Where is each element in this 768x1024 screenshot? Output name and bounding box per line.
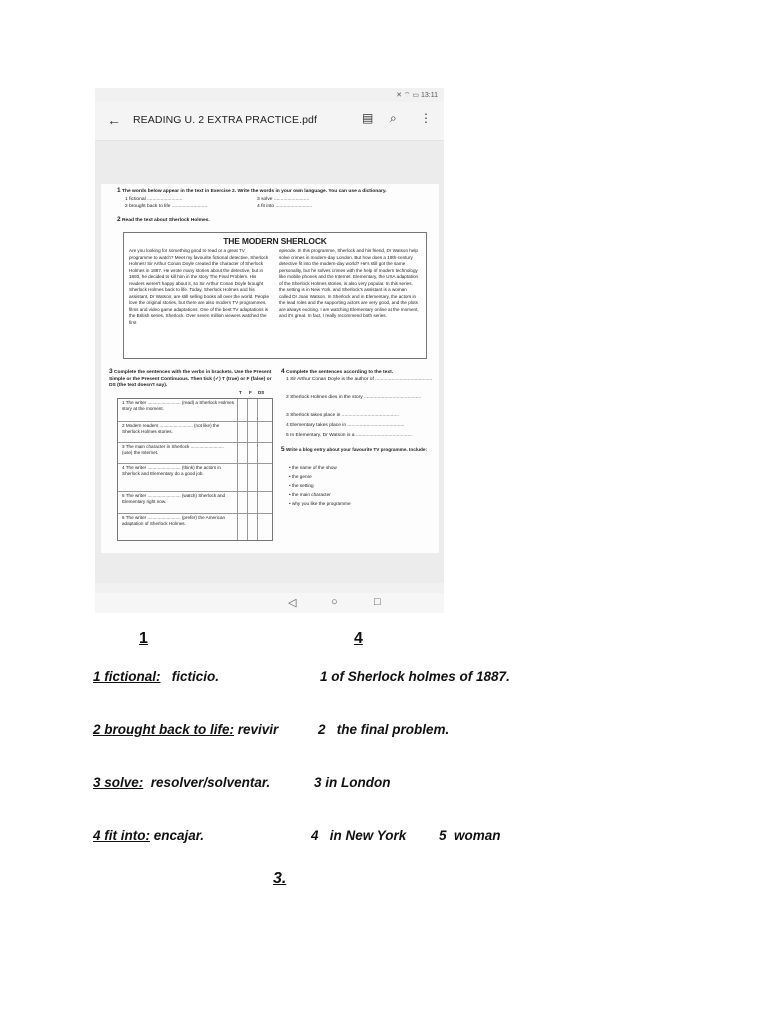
ex5-bullet: • the setting [289, 483, 314, 488]
nav-back-icon[interactable]: ◁ [288, 597, 297, 609]
answer-row-3-left: 3 solve: resolver/solventar. [93, 775, 271, 790]
ex1-instruction: 1 The words below appear in the text in Exercise 2. Write the words in your own language. You can use a dictionary. [117, 187, 387, 194]
more-options-icon[interactable]: ⋮ [420, 111, 432, 125]
ex4-item: 2 Sherlock Holmes dies in the story .......................................... [286, 395, 422, 400]
ex3-table [117, 390, 273, 541]
status-icons: ✕ ⌔ ▭ [396, 92, 420, 99]
search-document-icon[interactable]: ⌕ [390, 111, 397, 125]
ex2-instruction: 2 Read the text about Sherlock Holmes. [117, 216, 210, 223]
comment-icon[interactable]: ▤ [362, 111, 374, 125]
article-title: THE MODERN SHERLOCK [223, 236, 327, 246]
answer-row-2-right: 2 the final problem. [318, 722, 450, 737]
answer-heading-3: 3. [273, 870, 287, 887]
ex1-word-2: 2 brought back to life .......................... [125, 204, 208, 209]
answer-row-4-right: 5 woman [439, 828, 501, 843]
answer-heading-4: 4 [354, 630, 363, 647]
back-arrow-icon[interactable]: ← [107, 112, 121, 128]
table-row: 1 The writer .......................... (read) a Sherlock Holmes story at the moment. [122, 400, 234, 412]
ex1-word-1: 1 fictional .......................... [125, 197, 183, 202]
answer-row-2-left: 2 brought back to life: revivir [93, 722, 279, 737]
article-left-column: Are you looking for something good to read or a great TV programme to watch? Meet my favourite fictional detective, Sherlock Holmes! Sir Arthur Conan Doyle created the character of Sherlock Holmes in 1887. He wrote many stories about the detective, but in 1893, he decided to kill him in the story The Final Problem. His readers weren't happy about it, so Sir Arthur Conan Doyle brought Sherlock Holmes back to life. Today, Sherlock Holmes and his assistant, Dr Watson, are still selling books all over the world. People love the original stories, but there are also modern TV programmes, films and video game adaptations. One of the best TV adaptations is the British series, Sherlock. Over seven million viewers watched the first [129, 248, 270, 325]
pdf-viewer[interactable] [95, 141, 444, 583]
table-row: 6 The writer .......................... (prefer) the American adaptation of Sherlock Holmes. [118, 513, 272, 541]
ex5-instruction: 5 Write a blog entry about your favourite TV programme. Include: [281, 446, 428, 453]
nav-home-icon[interactable]: ○ [331, 596, 338, 608]
ex1-word-4: 4 fit into ........................... [257, 204, 313, 209]
ex4-item: 3 Sherlock takes place in .......................................... [286, 413, 399, 418]
table-row: 5 The writer .......................... (watch) Sherlock and Elementary right now. [118, 491, 272, 514]
ex4-item: 5 In Elementary, Dr Watson is a .......................................... [286, 433, 413, 438]
article-right-column: episode. In this programme, Sherlock and his friend, Dr Watson help solve crimes in modern-day London. But how does a 19th-century detective fit into the modern-day world? He's still got the same personality, but he solves crimes with the help of modern technology like mobile phones and the Internet. Elementary, the USA adaptation of the Sherlock Holmes stories, is also very popular. In this series, the setting is in New York, and Sherlock's assistant is a woman called Dr Joan Watson. In Sherlock and in Elementary, the actors in the lead roles and the supporting actors are very good, and the plots are always exciting. I am watching Elementary online at the moment, and it's great. In fact, I really recommend both series. [279, 248, 419, 319]
answer-row-1-right: 1 of Sherlock holmes of 1887. [320, 669, 510, 684]
table-row: 4 The writer .......................... (think) the actors in Sherlock and Elementary do a good job. [118, 463, 272, 492]
answer-row-4-left: 4 fit into: encajar. [93, 828, 205, 843]
ex1-word-3: 3 solve .......................... [257, 197, 310, 202]
table-row: 2 Modern readers .......................... (not like) the Sherlock Holmes stories. [118, 421, 272, 443]
ex4-item: 1 Sir Arthur Conan Doyle is the author of .......................................... [286, 377, 433, 382]
system-nav-bar [95, 593, 444, 613]
document-title: READING U. 2 EXTRA PRACTICE.pdf [133, 114, 317, 126]
ex5-bullet: • the genre [289, 474, 312, 479]
answer-row-3-right: 3 in London [314, 775, 391, 790]
app-bar [95, 102, 444, 141]
phone-screenshot [95, 88, 444, 613]
col-ds: DS [258, 390, 265, 395]
status-time: 13:11 [421, 92, 438, 99]
table-row: 3 The main character in Sherlock .......................... (use) the Internet. [118, 442, 272, 464]
ex5-bullet: • the name of the show [289, 465, 337, 470]
answer-heading-1: 1 [139, 630, 148, 647]
ex4-item: 4 Elementary takes place in .......................................... [286, 423, 405, 428]
answer-row-4-middle: 4 in New York [311, 828, 407, 843]
status-bar [95, 88, 444, 102]
ex3-instruction: 3 Complete the sentences with the verbs in brackets. Use the Present Simple or the Present Continuous. Then tick (✓) T (true) or F (false) or DS (the text doesn't say). [109, 368, 272, 389]
article-box [123, 232, 427, 359]
col-t: T [239, 390, 242, 395]
ex5-bullet: • the main character [289, 492, 331, 497]
nav-recent-icon[interactable]: □ [374, 596, 381, 608]
answer-row-1-left: 1 fictional: ficticio. [93, 669, 220, 684]
ex4-instruction: 4 Complete the sentences according to the text. [281, 368, 394, 375]
col-f: F [249, 390, 252, 395]
ex5-bullet: • why you like the programme [289, 501, 351, 506]
worksheet-page [101, 184, 439, 553]
